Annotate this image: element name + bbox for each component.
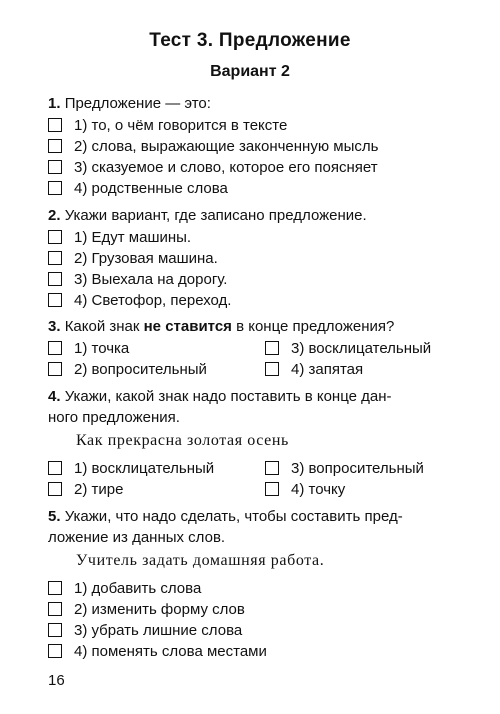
option-label: 3) Выехала на дорогу. [74, 271, 228, 288]
question-text: Предложение — это: [64, 95, 211, 112]
variant-heading: Вариант 2 [210, 63, 290, 80]
question-number: 2. [48, 207, 61, 224]
question-text-emphasis: не ставится [143, 318, 232, 335]
checkbox[interactable] [265, 482, 279, 496]
option-label: 2) тире [74, 481, 124, 498]
checkbox[interactable] [48, 181, 62, 195]
checkbox[interactable] [48, 581, 62, 595]
question-number: 3. [48, 318, 61, 335]
option-label: 4) Светофор, переход. [74, 292, 232, 309]
checkbox[interactable] [265, 362, 279, 376]
question-text-after: в конце предложения? [236, 318, 395, 335]
checkbox[interactable] [48, 644, 62, 658]
question-text-before: Какой знак [64, 318, 140, 335]
option-label: 4) поменять слова местами [74, 643, 267, 660]
option-label: 2) изменить форму слов [74, 601, 245, 618]
option-label: 1) восклицательный [74, 460, 215, 477]
checkbox[interactable] [48, 272, 62, 286]
question-text-line-2: ложение из данных слов. [48, 529, 226, 546]
option-label: 3) вопросительный [291, 460, 424, 477]
checkbox[interactable] [48, 461, 62, 475]
question-text: Укажи вариант, где записано предложение. [64, 207, 367, 224]
question-text-line-1: Укажи, какой знак надо поставить в конце дан- [64, 388, 392, 405]
test-title: Тест 3. Предложение [149, 30, 351, 51]
option-label: 2) вопросительный [74, 361, 207, 378]
example-sentence: Учитель задать домашняя работа. [76, 552, 325, 569]
option-label: 2) Грузовая машина. [74, 250, 218, 267]
checkbox[interactable] [48, 293, 62, 307]
option-label: 4) запятая [291, 361, 364, 378]
checkbox[interactable] [48, 341, 62, 355]
question-3 [48, 316, 466, 337]
checkbox[interactable] [48, 251, 62, 265]
option-label: 2) слова, выражающие законченную мысль [74, 138, 379, 155]
question-text-line-2: ного предложения. [48, 409, 180, 426]
page-number: 16 [48, 672, 65, 689]
question-5 [48, 506, 466, 548]
checkbox[interactable] [48, 139, 62, 153]
option-label: 1) точка [74, 340, 130, 357]
question-number: 1. [48, 95, 61, 112]
checkbox[interactable] [265, 461, 279, 475]
checkbox[interactable] [48, 362, 62, 376]
question-number: 4. [48, 388, 61, 405]
option-label: 1) добавить слова [74, 580, 202, 597]
question-number: 5. [48, 508, 61, 525]
checkbox[interactable] [48, 623, 62, 637]
checkbox[interactable] [48, 118, 62, 132]
example-sentence: Как прекрасна золотая осень [76, 432, 289, 449]
option-label: 4) точку [291, 481, 346, 498]
option-label: 3) убрать лишние слова [74, 622, 243, 639]
checkbox[interactable] [48, 602, 62, 616]
question-1 [48, 93, 466, 114]
option-label: 3) восклицательный [291, 340, 432, 357]
question-2 [48, 205, 466, 226]
checkbox[interactable] [265, 341, 279, 355]
checkbox[interactable] [48, 160, 62, 174]
checkbox[interactable] [48, 230, 62, 244]
question-4 [48, 386, 466, 428]
question-text-line-1: Укажи, что надо сделать, чтобы составить пред- [64, 508, 403, 525]
checkbox[interactable] [48, 482, 62, 496]
option-label: 1) то, о чём говорится в тексте [74, 117, 288, 134]
option-label: 1) Едут машины. [74, 229, 192, 246]
option-label: 3) сказуемое и слово, которое его поясняет [74, 159, 378, 176]
option-label: 4) родственные слова [74, 180, 228, 197]
